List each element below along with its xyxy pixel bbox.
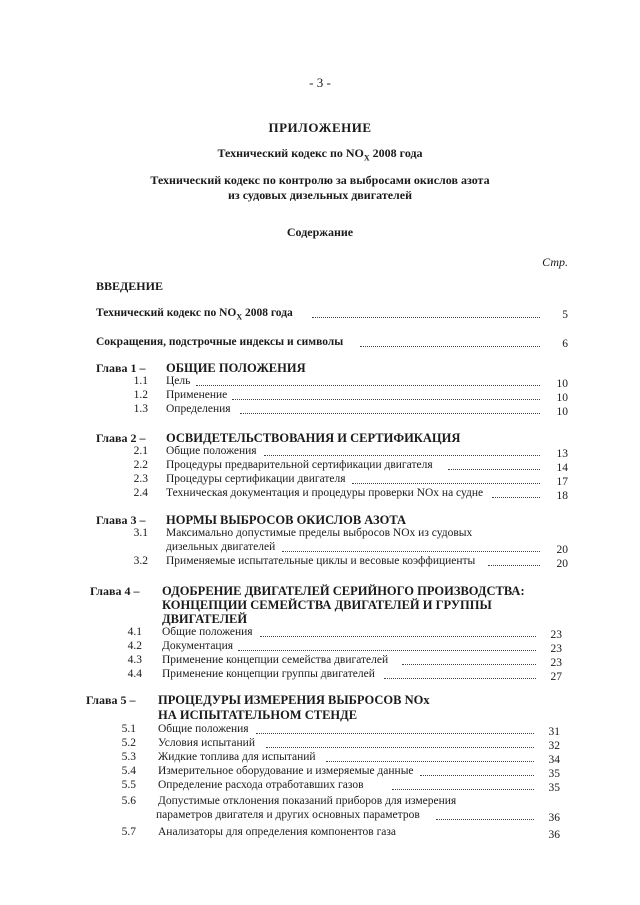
chapter-title[interactable]: ОДОБРЕНИЕ ДВИГАТЕЛЕЙ СЕРИЙНОГО ПРОИЗВОДСТВА: xyxy=(162,584,525,598)
section-number: 5.5 xyxy=(121,779,136,791)
dot-leader xyxy=(196,385,540,386)
chapter-label: Глава 2 – xyxy=(96,431,146,445)
contents-heading: Содержание xyxy=(286,225,354,239)
toc-entry-abbreviations[interactable]: Сокращения, подстрочные индексы и символы xyxy=(96,336,344,348)
toc-section-continued: параметров двигателя и других основных параметров xyxy=(156,809,420,821)
dot-leader xyxy=(402,664,536,665)
section-number: 1.1 xyxy=(133,375,148,387)
section-number: 5.6 xyxy=(121,795,136,807)
toc-page: 18 xyxy=(556,490,568,502)
toc-section[interactable]: Цель xyxy=(166,375,191,387)
toc-page: 32 xyxy=(548,740,560,752)
chapter-title-line-2: КОНЦЕПЦИИ СЕМЕЙСТВА ДВИГАТЕЛЕЙ И ГРУППЫ xyxy=(162,598,492,612)
toc-page: 36 xyxy=(548,812,560,824)
toc-section-continued: дизельных двигателей xyxy=(166,541,276,553)
toc-page: 34 xyxy=(548,754,560,766)
toc-page: 23 xyxy=(550,657,562,669)
chapter-title[interactable]: ОБЩИЕ ПОЛОЖЕНИЯ xyxy=(166,361,306,375)
dot-leader xyxy=(238,650,536,651)
toc-section[interactable]: Измерительное оборудование и измеряемые данные xyxy=(158,765,414,777)
toc-section[interactable]: Применение концепции семейства двигателей xyxy=(162,654,389,666)
section-number: 4.4 xyxy=(127,668,142,680)
toc-page: 13 xyxy=(556,448,568,460)
toc-page: 23 xyxy=(550,629,562,641)
toc-entry-code[interactable]: Технический кодекс по $NO_X$ 2008 года xyxy=(96,307,293,322)
dot-leader xyxy=(256,733,534,734)
section-number: 2.1 xyxy=(133,445,148,457)
toc-section[interactable]: Допустимые отклонения показаний приборов для измерения xyxy=(158,795,457,807)
toc-page: 10 xyxy=(556,378,568,390)
toc-section[interactable]: Процедуры предварительной сертификации двигателя xyxy=(166,459,433,471)
annex-title: ПРИЛОЖЕНИЕ xyxy=(268,120,372,135)
section-number: 5.2 xyxy=(121,737,136,749)
full-title-line-1: Технический кодекс по контролю за выбросами окислов азота xyxy=(150,173,490,187)
toc-page: 31 xyxy=(548,726,560,738)
dot-leader xyxy=(384,678,536,679)
toc-page: 14 xyxy=(556,462,568,474)
toc-section[interactable]: Условия испытаний xyxy=(158,737,255,749)
section-number: 1.3 xyxy=(133,403,148,415)
chapter-title[interactable]: ПРОЦЕДУРЫ ИЗМЕРЕНИЯ ВЫБРОСОВ NOx xyxy=(158,693,430,707)
toc-section[interactable]: Общие положения xyxy=(158,723,249,735)
dot-leader xyxy=(232,399,540,400)
section-number: 5.7 xyxy=(121,826,136,838)
full-title-line-2: из судовых дизельных двигателей xyxy=(227,188,413,202)
toc-section[interactable]: Жидкие топлива для испытаний xyxy=(158,751,316,763)
toc-section[interactable]: Документация xyxy=(162,640,234,652)
toc-section[interactable]: Общие положения xyxy=(166,445,257,457)
dot-leader xyxy=(352,483,540,484)
chapter-label: Глава 1 – xyxy=(96,361,146,375)
toc-page: 20 xyxy=(556,544,568,556)
toc-section[interactable]: Общие положения xyxy=(162,626,253,638)
toc-section[interactable]: Процедуры сертификации двигателя xyxy=(166,473,346,485)
dot-leader xyxy=(326,761,534,762)
page-column-label: Стр. xyxy=(542,255,568,269)
section-number: 5.1 xyxy=(121,723,136,735)
toc-section[interactable]: Анализаторы для определения компонентов газа xyxy=(158,826,397,838)
section-number: 2.3 xyxy=(133,473,148,485)
section-number: 4.2 xyxy=(127,640,142,652)
dot-leader xyxy=(420,775,534,776)
dot-leader xyxy=(392,789,534,790)
toc-section[interactable]: Техническая документация и процедуры проверки NOx на судне xyxy=(166,487,484,499)
dot-leader xyxy=(488,565,540,566)
toc-page: 5 xyxy=(562,309,568,321)
dot-leader xyxy=(240,413,540,414)
toc-section[interactable]: Применение концепции группы двигателей xyxy=(162,668,375,680)
toc-page: 27 xyxy=(550,671,562,683)
toc-page: 35 xyxy=(548,768,560,780)
dot-leader xyxy=(436,819,534,820)
dot-leader xyxy=(264,455,540,456)
toc-section[interactable]: Определение расхода отработавших газов xyxy=(158,779,364,791)
toc-section[interactable]: Определения xyxy=(166,403,231,415)
dot-leader xyxy=(360,346,540,347)
intro-heading: ВВЕДЕНИЕ xyxy=(96,279,163,293)
section-number: 2.2 xyxy=(133,459,148,471)
toc-page: 23 xyxy=(550,643,562,655)
toc-page: 20 xyxy=(556,558,568,570)
full-title xyxy=(0,173,640,203)
toc-page: 36 xyxy=(548,829,560,841)
section-number: 4.1 xyxy=(127,626,142,638)
code-title: Технический кодекс по $NO_X$ 2008 года xyxy=(217,146,423,163)
chapter-label: Глава 3 – xyxy=(96,513,146,527)
toc-section[interactable]: Применение xyxy=(166,389,228,401)
section-number: 5.3 xyxy=(121,751,136,763)
chapter-label: Глава 4 – xyxy=(90,584,140,598)
dot-leader xyxy=(282,551,540,552)
chapter-title[interactable]: ОСВИДЕТЕЛЬСТВОВАНИЯ И СЕРТИФИКАЦИЯ xyxy=(166,431,461,445)
section-number: 3.2 xyxy=(133,555,148,567)
toc-section[interactable]: Максимально допустимые пределы выбросов NOx из судовых xyxy=(166,527,473,539)
section-number: 1.2 xyxy=(133,389,148,401)
toc-page: 17 xyxy=(556,476,568,488)
section-number: 2.4 xyxy=(133,487,148,499)
section-number: 3.1 xyxy=(133,527,148,539)
dot-leader xyxy=(492,497,540,498)
toc-section[interactable]: Применяемые испытательные циклы и весовые коэффициенты xyxy=(166,555,476,567)
chapter-label: Глава 5 – xyxy=(86,693,136,707)
chapter-title[interactable]: НОРМЫ ВЫБРОСОВ ОКИСЛОВ АЗОТА xyxy=(166,513,407,527)
chapter-title-line-2: НА ИСПЫТАТЕЛЬНОМ СТЕНДЕ xyxy=(158,708,358,722)
toc-page: 35 xyxy=(548,782,560,794)
chapter-title-line-3: ДВИГАТЕЛЕЙ xyxy=(162,612,248,626)
dot-leader xyxy=(260,636,536,637)
dot-leader xyxy=(266,747,534,748)
toc-page: 10 xyxy=(556,392,568,404)
section-number: 5.4 xyxy=(121,765,136,777)
dot-leader xyxy=(448,469,540,470)
toc-page: 6 xyxy=(562,338,568,350)
dot-leader xyxy=(312,317,540,318)
toc-page: 10 xyxy=(556,406,568,418)
section-number: 4.3 xyxy=(127,654,142,666)
page-number: - 3 - xyxy=(309,75,331,90)
